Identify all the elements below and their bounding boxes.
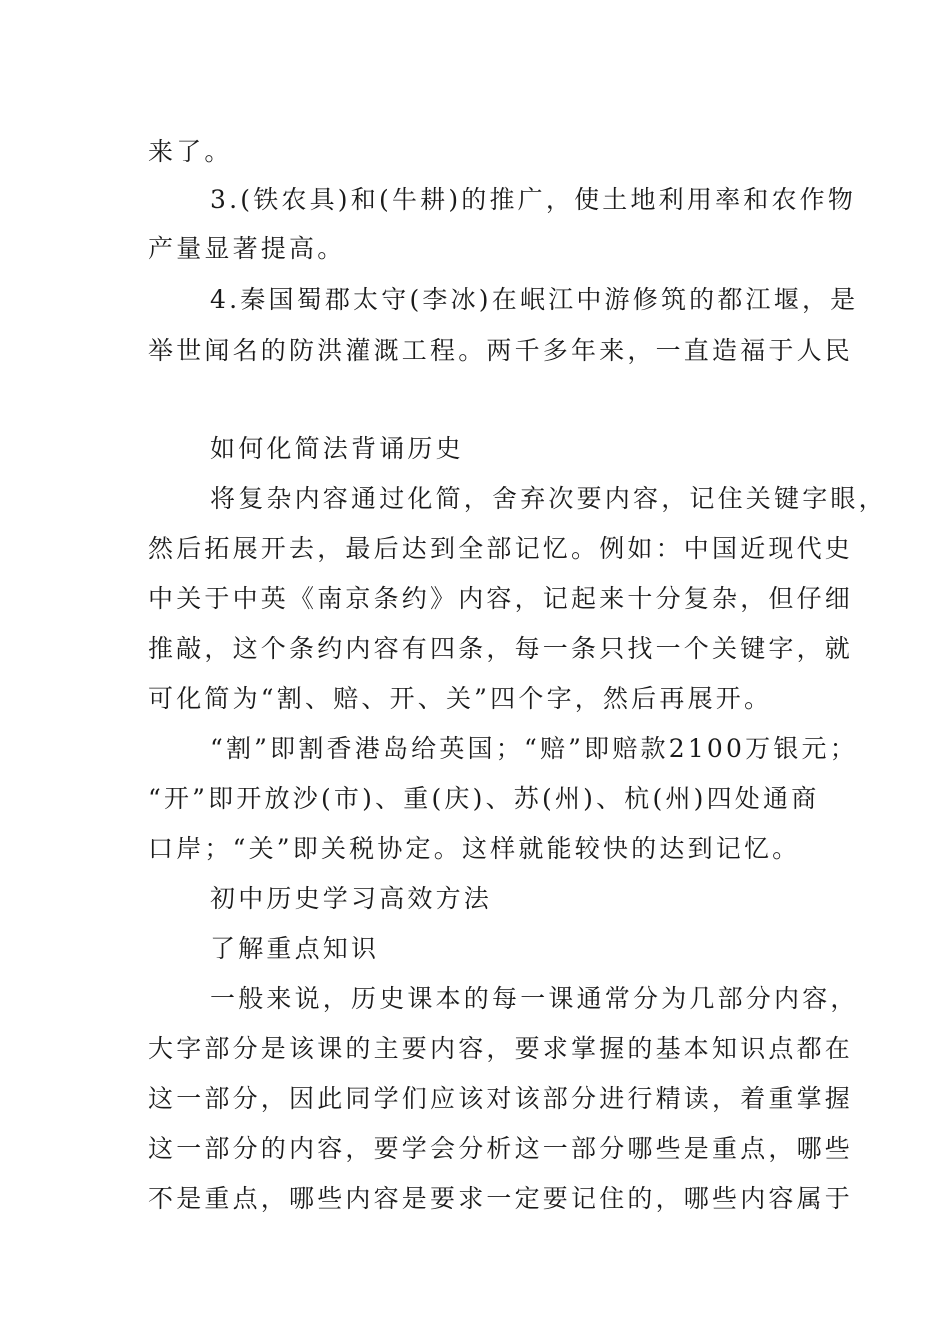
text-line: “割”即割香港岛给英国；“赔”即赔款2100万银元； — [210, 734, 858, 763]
text-line: 这一部分的内容，要学会分析这一部分哪些是重点，哪些 — [148, 1134, 854, 1163]
section-heading: 如何化简法背诵历史 — [210, 434, 464, 463]
section-subheading: 了解重点知识 — [210, 934, 380, 963]
text-line: 不是重点，哪些内容是要求一定要记住的，哪些内容属于 — [148, 1184, 854, 1213]
text-line: 来了。 — [148, 137, 233, 166]
text-line: 然后拓展开去，最后达到全部记忆。例如：中国近现代史 — [148, 534, 854, 563]
text-line: 一般来说，历史课本的每一课通常分为几部分内容， — [210, 984, 859, 1013]
text-line: 3.(铁农具)和(牛耕)的推广，使土地利用率和农作物 — [210, 185, 857, 214]
text-line: 产量显著提高。 — [148, 234, 346, 263]
section-heading: 初中历史学习高效方法 — [210, 884, 493, 913]
text-line: 可化简为“割、赔、开、关”四个字，然后再展开。 — [148, 684, 773, 713]
text-line: 这一部分，因此同学们应该对该部分进行精读，着重掌握 — [148, 1084, 854, 1113]
text-line: 将复杂内容通过化简，舍弃次要内容，记住关键字眼， — [210, 484, 887, 513]
text-line: 推敲，这个条约内容有四条，每一条只找一个关键字，就 — [148, 634, 854, 663]
text-line: 4.秦国蜀郡太守(李冰)在岷江中游修筑的都江堰，是 — [210, 285, 859, 314]
text-line: 中关于中英《南京条约》内容，记起来十分复杂，但仔细 — [148, 584, 854, 613]
text-line: “开”即开放沙(市)、重(庆)、苏(州)、杭(州)四处通商 — [148, 784, 820, 813]
text-line: 大字部分是该课的主要内容，要求掌握的基本知识点都在 — [148, 1034, 854, 1063]
text-line: 口岸；“关”即关税协定。这样就能较快的达到记忆。 — [148, 834, 801, 863]
text-line: 举世闻名的防洪灌溉工程。两千多年来，一直造福于人民 — [148, 336, 854, 365]
